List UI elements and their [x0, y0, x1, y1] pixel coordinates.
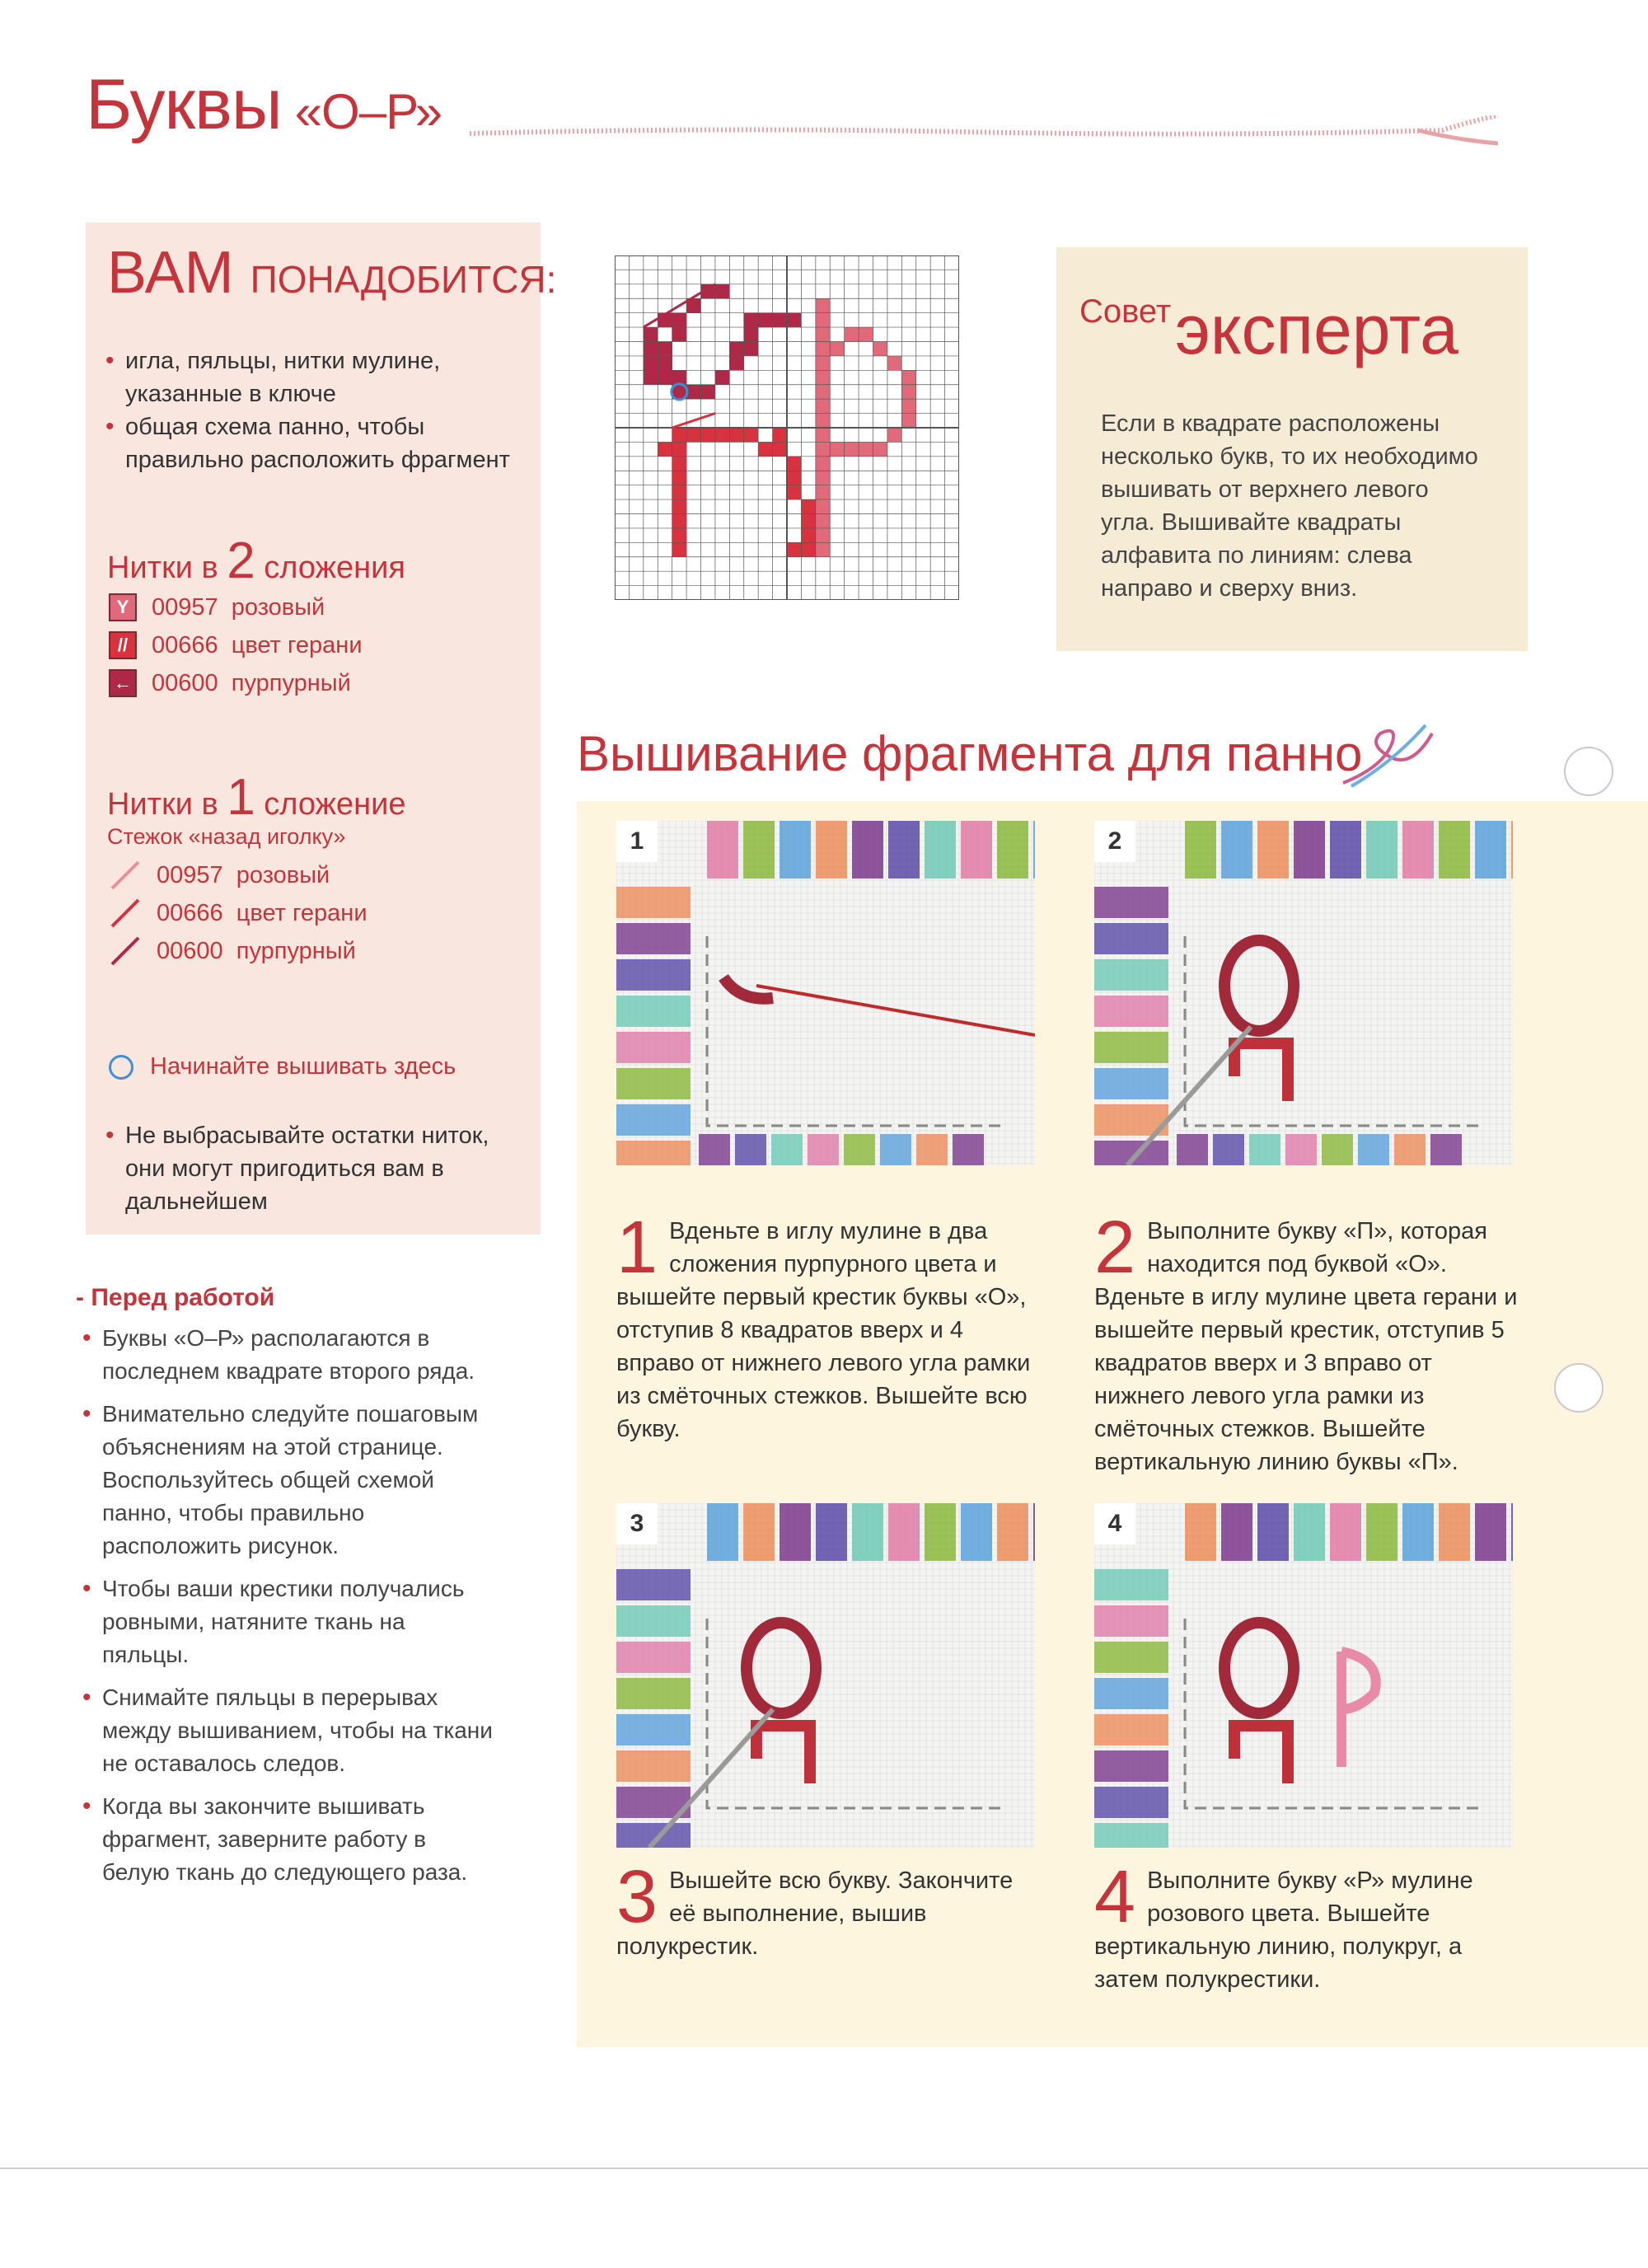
- chart-stitch-geranium: [658, 442, 672, 456]
- backstitch-label: Стежок «назад иголку»: [107, 824, 346, 849]
- chart-stitch-purple: [729, 356, 743, 370]
- backstitch-key-row: [109, 935, 356, 968]
- expert-advice-title: эксперта: [1175, 291, 1458, 368]
- backstitch-key-row: [109, 897, 368, 930]
- chart-stitch-pink: [816, 499, 830, 513]
- thread-key-row: [109, 669, 351, 697]
- chart-stitch-geranium: [672, 471, 686, 485]
- chart-stitch-purple: [672, 327, 686, 341]
- page-title-main: Буквы: [86, 65, 282, 144]
- step-1-text: [616, 1207, 1045, 1446]
- before-work-item: • Чтобы ваши крестики получались ровными, натяните ткань на пяльцы.: [82, 1572, 494, 1671]
- chart-stitch-purple: [644, 370, 658, 384]
- thread-code: 00666: [157, 899, 223, 926]
- page-title: [86, 64, 442, 146]
- thread-key-row: [109, 593, 325, 621]
- chart-stitch-purple: [715, 370, 729, 384]
- chart-stitch-purple: [773, 313, 787, 327]
- chart-stitch-purple: [744, 313, 758, 327]
- step-photo-1: [616, 821, 1035, 1165]
- chart-stitch-pink: [816, 298, 830, 312]
- chart-stitch-geranium: [801, 528, 815, 542]
- swatch-pink-icon: Y: [109, 593, 137, 621]
- swatch-purple-icon: ←: [109, 669, 137, 697]
- chart-stitch-purple: [672, 313, 686, 327]
- photo-number: 1: [616, 821, 658, 862]
- chart-stitch-pink: [816, 442, 830, 456]
- thread-name: цвет герани: [236, 899, 368, 926]
- chart-stitch-pink: [816, 514, 830, 528]
- chart-stitch-pink: [816, 313, 830, 327]
- leftover-tip-item: • Не выбрасывайте остатки ниток, они могут пригодиться вам в дальнейшем: [105, 1119, 526, 1218]
- chart-stitch-purple: [644, 356, 658, 370]
- start-here-note: [109, 1053, 456, 1080]
- thread-code: 00600: [152, 669, 218, 696]
- chart-stitch-geranium: [672, 442, 686, 456]
- chart-stitch-purple: [715, 284, 729, 298]
- thread-decoration: [470, 115, 1500, 148]
- start-circle-icon: [109, 1055, 133, 1080]
- materials-heading-small: ПОНАДОБИТСЯ:: [250, 258, 557, 301]
- chart-stitch-pink: [901, 370, 915, 384]
- thread-name: розовый: [236, 861, 330, 888]
- chart-stitch-pink: [901, 414, 915, 428]
- step-photo-2: [1094, 821, 1513, 1165]
- step-photo-image: [616, 821, 1035, 1165]
- chart-stitch-geranium: [787, 457, 801, 471]
- chart-stitch-pink: [816, 457, 830, 471]
- chart-stitch-geranium: [744, 428, 758, 442]
- backstitch-purple-icon: [109, 935, 142, 968]
- chart-stitch-geranium: [787, 542, 801, 556]
- chart-stitch-geranium: [729, 428, 743, 442]
- chart-stitch-geranium: [686, 428, 700, 442]
- step-description: Выполните букву «П», которая находится под буквой «О». Вденьте в иглу мулине цвета герани и вышейте первый крестик, отступив 5 квадратов вверх и 3 вправо от нижнего левого угла рамки из смёточных стежков. Вышейте вертикальную линию буквы «П».: [1094, 1218, 1518, 1475]
- section-title: Вышивание фрагмента для панно: [577, 726, 1363, 781]
- before-work-item: • Снимайте пяльцы в перерывах между вышиванием, чтобы на ткани не оставалось следов.: [82, 1681, 494, 1780]
- chart-stitch-pink: [816, 542, 830, 556]
- chart-stitch-pink: [816, 385, 830, 399]
- step-number: 2: [1094, 1207, 1136, 1289]
- step-description: Вышейте всю букву. Закончите её выполнение, вышив полукрестик.: [616, 1867, 1014, 1960]
- thread-key-row: [109, 631, 363, 659]
- threads1-number: 1: [227, 769, 255, 826]
- chart-stitch-pink: [859, 327, 873, 341]
- chart-stitch-pink: [816, 485, 830, 499]
- binder-hole: [1564, 747, 1613, 796]
- threads1-prefix: Нитки в: [107, 787, 218, 822]
- thread-swirl-icon: [1335, 717, 1434, 791]
- chart-stitch-purple: [686, 385, 700, 399]
- before-work-heading: - Перед работой: [76, 1284, 275, 1311]
- materials-item: • игла, пяльцы, нитки мулине, указанные в ключе: [105, 344, 526, 410]
- chart-stitch-geranium: [715, 428, 729, 442]
- chart-stitch-geranium: [672, 514, 686, 528]
- step-photo-image: [616, 1503, 1035, 1848]
- binder-hole: [1554, 1363, 1604, 1413]
- chart-stitch-pink: [901, 385, 915, 399]
- backstitch-key-row: [109, 859, 330, 892]
- chart-stitch-purple: [644, 342, 658, 356]
- photo-number: 3: [616, 1503, 658, 1544]
- chart-stitch-purple: [729, 342, 743, 356]
- chart-stitch-pink: [816, 399, 830, 413]
- chart-stitch-geranium: [672, 499, 686, 513]
- chart-stitch-geranium: [773, 428, 787, 442]
- chart-stitch-geranium: [672, 457, 686, 471]
- thread-code: 00666: [152, 631, 218, 658]
- photo-number: 4: [1094, 1503, 1135, 1544]
- step-2-text: [1094, 1207, 1523, 1478]
- chart-stitch-purple: [701, 385, 715, 399]
- before-work-item: • Буквы «О–Р» располагаются в последнем квадрате второго ряда.: [82, 1322, 494, 1388]
- chart-stitch-geranium: [672, 528, 686, 542]
- step-number: 3: [616, 1856, 658, 1938]
- chart-stitch-purple: [787, 313, 801, 327]
- start-here-text: Начинайте вышивать здесь: [150, 1053, 456, 1080]
- chart-stitch-geranium: [672, 485, 686, 499]
- before-work-title: Перед работой: [91, 1284, 275, 1311]
- bottom-divider: [0, 2167, 1648, 2169]
- page-title-subtitle: «О–Р»: [294, 84, 442, 139]
- threads2-suffix: сложения: [264, 551, 405, 585]
- thread-code: 00957: [152, 593, 218, 621]
- chart-stitch-pink: [816, 428, 830, 442]
- chart-stitch-geranium: [801, 514, 815, 528]
- step-number: 4: [1094, 1856, 1136, 1938]
- chart-stitch-purple: [758, 313, 772, 327]
- before-work-item: • Когда вы закончите вышивать фрагмент, заверните работу в белую ткань до следующего раза.: [82, 1790, 494, 1889]
- thread-code: 00957: [157, 861, 223, 888]
- chart-stitch-pink: [816, 370, 830, 384]
- step-description: Вденьте в иглу мулине в два сложения пурпурного цвета и вышейте первый крестик буквы «О», отступив 8 квадратов вверх и 4 вправо от нижнего левого угла рамки из смёточных стежков. Вышейте всю букву.: [616, 1218, 1031, 1442]
- swatch-geranium-icon: //: [109, 631, 137, 659]
- chart-stitch-pink: [830, 342, 844, 356]
- chart-stitch-pink: [845, 442, 859, 456]
- threads-two-ply-heading: [107, 532, 405, 590]
- chart-stitch-geranium: [773, 442, 787, 456]
- chart-stitch-geranium: [801, 499, 815, 513]
- chart-stitch-purple: [658, 370, 672, 384]
- chart-stitch-pink: [830, 442, 844, 456]
- chart-stitch-pink: [845, 327, 859, 341]
- chart-stitch-geranium: [787, 485, 801, 499]
- before-work-item: • Внимательно следуйте пошаговым объяснениям на этой странице. Воспользуйтесь общей схемой панно, чтобы правильно расположить рисунок.: [82, 1398, 494, 1563]
- chart-stitch-purple: [672, 370, 686, 384]
- chart-stitch-pink: [816, 342, 830, 356]
- thread-code: 00600: [157, 937, 223, 964]
- chart-stitch-purple: [744, 342, 758, 356]
- chart-stitch-purple: [658, 342, 672, 356]
- photo-number: 2: [1094, 821, 1135, 862]
- step-photo-image: [1094, 1503, 1513, 1848]
- chart-stitch-pink: [816, 327, 830, 341]
- chart-stitch-geranium: [801, 542, 815, 556]
- step-description: Выполните букву «Р» мулине розового цвета. Вышейте вертикальную линию, полукруг, а затем полукрестики.: [1094, 1867, 1473, 1993]
- embroidery-chart: [615, 255, 959, 600]
- backstitch-pink-icon: [109, 859, 142, 892]
- expert-advice-text: Если в квадрате расположены несколько букв, то их необходимо вышивать от верхнего левого угла. Вышивайте квадраты алфавита по линиям: слева направо и сверху вниз.: [1101, 410, 1478, 602]
- step-3-text: [616, 1856, 1045, 1963]
- materials-item: • общая схема панно, чтобы правильно расположить фрагмент: [105, 410, 526, 476]
- chart-stitch-geranium: [787, 471, 801, 485]
- chart-stitch-pink: [873, 342, 887, 356]
- backstitch-geranium-icon: [109, 897, 142, 930]
- chart-stitch-purple: [658, 356, 672, 370]
- chart-stitch-pink: [816, 471, 830, 485]
- chart-stitch-pink: [901, 399, 915, 413]
- chart-stitch-geranium: [672, 542, 686, 556]
- chart-stitch-pink: [816, 414, 830, 428]
- chart-stitch-geranium: [701, 428, 715, 442]
- before-work-list: [82, 1322, 494, 1899]
- chart-stitch-geranium: [672, 428, 686, 442]
- step-4-text: [1094, 1856, 1523, 1996]
- threads2-prefix: Нитки в: [107, 551, 218, 585]
- materials-heading: [107, 239, 556, 307]
- thread-name: цвет герани: [231, 631, 363, 658]
- leftover-tip: [105, 1119, 526, 1218]
- materials-list: [105, 344, 526, 476]
- chart-stitch-geranium: [758, 442, 772, 456]
- chart-stitch-purple: [744, 327, 758, 341]
- threads2-number: 2: [227, 532, 255, 589]
- chart-stitch-pink: [873, 442, 887, 456]
- thread-name: розовый: [231, 593, 325, 621]
- chart-stitch-pink: [816, 528, 830, 542]
- step-number: 1: [616, 1207, 658, 1289]
- threads-one-ply-heading: [107, 768, 406, 827]
- chart-stitch-pink: [887, 356, 901, 370]
- expert-advice-small: Совет: [1079, 293, 1172, 330]
- step-photo-4: [1094, 1503, 1513, 1848]
- chart-stitch-pink: [816, 356, 830, 370]
- chart-stitch-pink: [859, 442, 873, 456]
- step-photo-image: [1094, 821, 1513, 1165]
- thread-name: пурпурный: [236, 937, 356, 964]
- chart-stitch-purple: [644, 327, 658, 341]
- threads1-suffix: сложение: [264, 787, 406, 822]
- thread-name: пурпурный: [231, 669, 351, 696]
- materials-heading-big: ВАМ: [107, 240, 234, 306]
- step-photo-3: [616, 1503, 1035, 1848]
- chart-stitch-pink: [887, 428, 901, 442]
